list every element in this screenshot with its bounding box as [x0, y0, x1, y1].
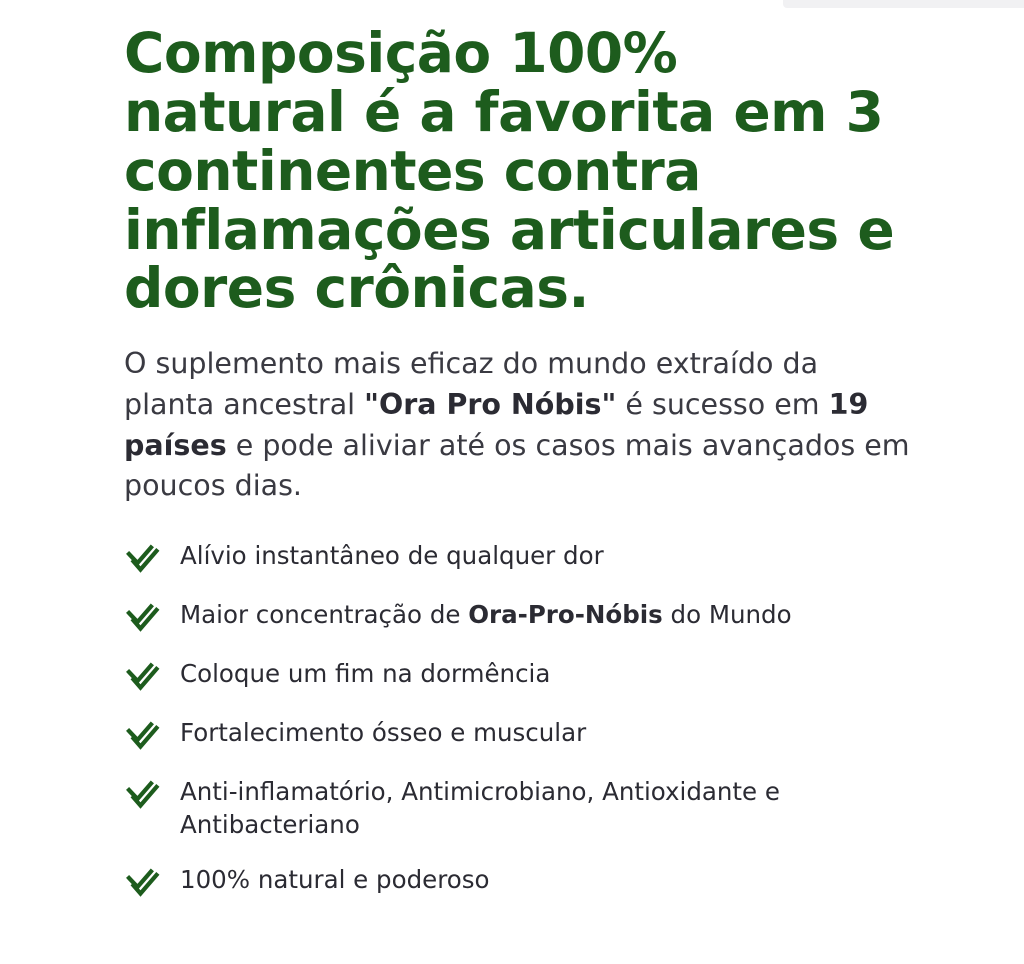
benefit-text — [180, 596, 792, 632]
double-check-icon — [124, 656, 162, 694]
list-item — [124, 537, 924, 576]
double-check-icon — [124, 774, 162, 812]
benefit-text-part-1: Maior concentração de — [180, 600, 469, 630]
double-check-icon — [124, 715, 162, 753]
list-item — [124, 655, 924, 694]
benefit-text-part-1: Anti-inflamatório, Antimicrobiano, Antioxidante e Antibacteriano — [180, 777, 780, 839]
benefit-text-part-1: Coloque um fim na dormência — [180, 659, 551, 689]
benefits-list — [124, 537, 924, 900]
page-title: Composição 100% natural é a favorita em 3 continentes contra inflamações articulares e dores crônicas. — [124, 21, 895, 321]
benefit-text — [180, 537, 604, 573]
list-item — [124, 773, 924, 841]
list-item — [124, 596, 924, 635]
benefit-text-part-1: Alívio instantâneo de qualquer dor — [180, 541, 604, 571]
double-check-icon — [124, 538, 162, 576]
subheadline-text-part-1: O suplemento mais eficaz do mundo extraído da planta ancestral — [124, 347, 819, 421]
benefit-text-part-1: Fortalecimento ósseo e muscular — [180, 718, 587, 748]
benefit-text — [180, 861, 490, 897]
benefit-text — [180, 714, 586, 750]
subheadline-strong-countries: 19 países — [124, 387, 869, 462]
top-edge-strip — [783, 0, 1024, 8]
benefit-text-strong: Ora-Pro-Nóbis — [468, 600, 663, 630]
double-check-icon — [124, 862, 162, 900]
benefit-text — [180, 773, 924, 841]
page-subheadline — [124, 344, 914, 507]
list-item — [124, 714, 924, 753]
subheadline-strong-plant-name: "Ora Pro Nóbis" — [364, 387, 617, 421]
list-item — [124, 861, 924, 900]
benefit-text-part-1: 100% natural e poderoso — [180, 865, 490, 895]
double-check-icon — [124, 597, 162, 635]
subheadline-text-part-2: é sucesso em — [616, 387, 829, 421]
benefit-text — [180, 655, 550, 691]
benefit-text-part-2: do Mundo — [662, 600, 792, 630]
subheadline-text-part-3: e pode aliviar até os casos mais avançados em poucos dias. — [124, 428, 910, 503]
